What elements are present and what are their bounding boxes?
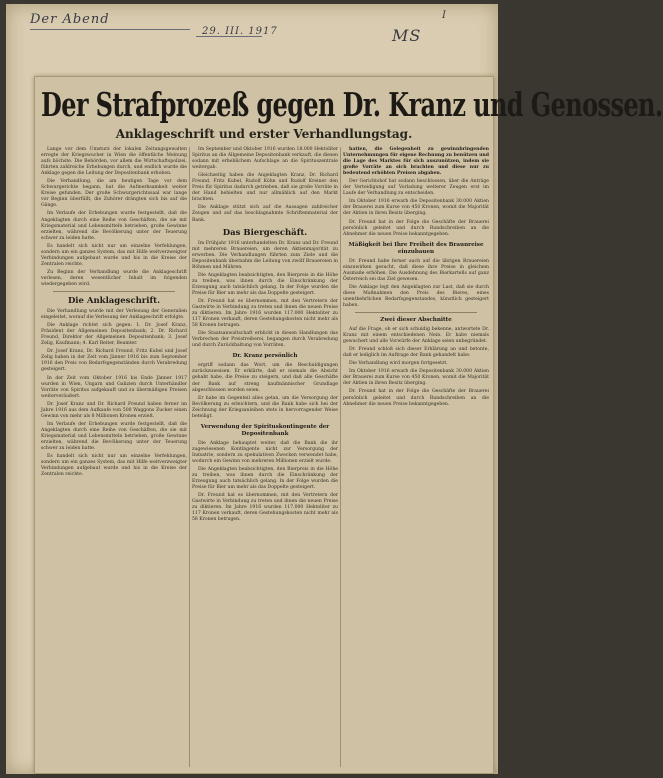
paragraph: Gleichzeitig haben die Angeklagten Kranz, Dr. Richard Freund, Fritz Kubel, Rudolf Köhn und Rudolf Kreiner den Preis für Spiritus dadurch getrieben, daß sie große Vorräte in der Hand behielten und nur allmählich auf den Markt brachten. [192, 173, 338, 203]
paragraph: Die Anklage behauptet weiter, daß die Bank die ihr zugewiesenen Kontingente nicht zur Versorgung der Industrie, sondern zu spekulativen Zwecken verwendet habe, wodurch ein Gewinn von mehreren Millionen erzielt wurde. [192, 440, 338, 464]
paragraph: Zu Beginn der Verhandlung wurde die Anklageschrift verlesen, deren wesentlicher Inhalt im folgenden wiedergegeben wird. [41, 269, 187, 287]
newspaper-clipping [34, 76, 663, 774]
paragraph: Dr. Freund habe ferner auch auf die übrigen Brauereien einzuwirken gesucht, daß diese ihre Preise in gleichem Ausmaße erhöhen. Die Ausdehnung des Bierkartells auf ganz Österreich sei das Ziel gewesen. [343, 258, 489, 282]
paragraph: Im Verlaufe der Erhebungen wurde festgestellt, daß die Angeklagten durch eine Reihe von Geschäften, die sie mit Kriegsmaterial und Lebensmitteln betrieben, große Gewinne erzielten, während die Bevölkerung unter der Teuerung schwer zu leiden hatte. [41, 421, 187, 452]
paragraph: Es handelt sich nicht nur um einzelne Verfehlungen, sondern um ein ganzes System, das mit Hilfe weitverzweigter Verbindungen aufgebaut wurde und bis in die Kreise der Zentralen reichte. [41, 454, 187, 478]
paragraph: Dr. Freund hat in der Folge die Geschäfte der Brauerei persönlich geleitet und durch Rundschreiben an die Abnehmer die neuen Preise bekanntgegeben. [343, 389, 489, 407]
paragraph: Dr. Freund hat es übernommen, mit den Vertretern der Gastwirte in Verbindung zu treten und ihnen die neuen Preise zu diktieren. Im Jahre 1916 wurden 117.000 Hektoliter zu 117 Kronen verkauft, deren Gestehungskosten nicht mehr als 58 Kronen betrugen. [192, 493, 338, 523]
paragraph: Im Frühjahr 1916 unterhandelten Dr. Kranz und Dr. Freund mit mehreren Brauereien, um deren Aktienmajorität zu erwerben. Die Verhandlungen führten zum Ziele und die Depositenbank übernahm die Leitung von zwölf Brauereien in Böhmen und Mähren. [192, 240, 338, 270]
section-heading-anklage: Die Anklageschrift. [67, 296, 161, 307]
paragraph: Die Anklage richtet sich gegen: 1. Dr. Josef Kranz, Präsident der Allgemeinen Depositenbank; 2. Dr. Richard Freund, Direktor der Allgemeinen Depositenbank; 3. Josef Zelig, Kaufmann; 4. Karl Reiter, Beamter. [41, 323, 187, 347]
section-rule [355, 312, 477, 313]
paragraph: Dr. Freund hat in der Folge die Geschäfte der Brauerei persönlich geleitet und durch Rundschreiben an die Abnehmer die neuen Preise bekanntgegeben. [343, 219, 489, 237]
article-column-3 [343, 147, 489, 767]
scrapbook-sheet [6, 4, 663, 774]
paragraph: Dr. Josef Kranz, Dr. Richard Freund, Fritz Kubel und Josef Zelig haben in der Zeit vom Jänner 1916 bis zum September 1916 den Preis von Bedarfsgegenständen durch Verabredung gesteigert. [41, 349, 187, 373]
paragraph: Die Angeklagten beabsichtigten, den Bierpreis in die Höhe zu treiben, was ihnen durch die Einschränkung der Erzeugung auch tatsächlich gelang. In der Folge wurden die Preise für Bier um mehr als das Doppelte gesteigert. [192, 272, 338, 296]
article-headline: Der Strafprozeß gegen Dr. Kranz und Genossen. [41, 85, 663, 125]
section-heading-biergeschaeft: Das Biergeschäft. [222, 227, 308, 238]
column-divider [189, 147, 190, 767]
paragraph: Die Angeklagten beabsichtigten, den Bierpreis in die Höhe zu treiben, was ihnen durch die Einschränkung der Erzeugung auch tatsächlich gelang. In der Folge wurden die Preise für Bier um mehr als das Doppelte gesteigert. [192, 466, 338, 491]
handwritten-initials: MS [392, 26, 422, 45]
section-heading-spiritus: Verwendung der Spirituskontingente der Depositenbank [200, 423, 330, 437]
article-column-1 [41, 147, 187, 767]
paragraph: Im Verlaufe der Erhebungen wurde festgestellt, daß die Angeklagten durch eine Reihe von Geschäften, die sie mit Kriegsmaterial und Lebensmitteln betrieben, große Gewinne erzielten, während die Bevölkerung unter der Teuerung schwer zu leiden hatte. [41, 211, 187, 241]
article-subheadline: Anklageschrift und erster Verhandlungstag. [115, 127, 413, 141]
section-heading-brauereien: Mäßigkeit bei Ihre Freiheit des Braunreise einzubauen [348, 241, 484, 255]
bold-paragraph: hatten, die Gelegenheit zu gewinnbringenden Unternehmungen für eigene Rechnung zu benützen und die Lage des Marktes für sich auszunützen, indem sie große Vorräte an sich brachten und diese nur zu bedeutend erhöhten Preisen abgaben. [343, 147, 489, 177]
section-heading-kranz: Dr. Kranz persönlich [232, 353, 298, 360]
paragraph: Die Verhandlung, die am heutigen Tage vor dem Schwurgerichte begann, hat die Aufmerksamkeit weiter Kreise gefunden. Der große Schwurgerichtssaal war lange vor Beginn überfüllt, die Zuhörer drängten sich bis auf die Gänge. [41, 179, 187, 209]
paragraph: Er habe im Gegenteil alles getan, um die Versorgung der Bevölkerung zu erleichtern, und die Bank habe sich bei der Zeichnung der Kriegsanleihen stets in hervorragender Weise beteiligt. [192, 395, 338, 419]
paragraph: Der Gerichtshof hat sodann beschlossen, über die Anträge der Verteidigung auf Vorladung weiterer Zeugen erst im Laufe der Verhandlung zu entscheiden. [343, 179, 489, 197]
handwritten-source-note: Der Abend [30, 12, 190, 30]
paragraph: Die Verhandlung wurde mit der Verlesung der Generalien eingeleitet, worauf die Verlesung der Anklageschrift erfolgte. [41, 309, 187, 321]
section-rule [53, 291, 175, 292]
column-divider [340, 147, 341, 767]
paragraph: Dr. Freund hat es übernommen, mit den Vertretern der Gastwirte in Verbindung zu treten und ihnen die neuen Preise zu diktieren. Im Jahre 1916 wurden 117.000 Hektoliter zu 117 Kronen verkauft, deren Gestehungskosten nicht mehr als 58 Kronen betrugen. [192, 298, 338, 329]
handwritten-date-note: 29. III. 1917 [202, 26, 278, 37]
paragraph: Im Oktober 1916 erwarb die Depositenbank 30.000 Aktien der Brauerei zum Kurse von 450 Kronen, womit die Majorität der Aktien in ihren Besitz überging. [343, 199, 489, 217]
paragraph: Die Staatsanwaltschaft erblickt in diesen Handlungen das Verbrechen der Preistreiberei, begangen durch Verabredung und durch Zurückhaltung von Vorräten. [192, 331, 338, 349]
paragraph: Die Anklage legt den Angeklagten zur Last, daß sie durch diese Maßnahmen den Preis des Bieres, eines unentbehrlichen Bedarfsgegenstandes, künstlich gesteigert haben. [343, 284, 489, 308]
article-column-2 [192, 147, 338, 767]
paragraph: Im September und Oktober 1916 wurden 18.000 Hektoliter Spiritus an die Allgemeine Depositenbank verkauft, die diesen sodann mit erheblichem Aufschlage an die Spirituszentrale weitergab. [192, 147, 338, 171]
paragraph: Die Verhandlung wird morgen fortgesetzt. [349, 361, 448, 367]
paragraph: Lange vor dem Umsturz der lokalen Zeitungsgewalten erregte der Kriegswucher in Wien die öffentliche Meinung aufs höchste. Die Behörden, vor allem die Wirtschaftspolizei, führten zahlreiche Erhebungen durch, und endlich wurde die Anklage gegen die Leitung der Depositenbank erhoben. [41, 147, 187, 177]
paragraph: Es handelt sich nicht nur um einzelne Verfehlungen, sondern um ein ganzes System, das mit Hilfe weitverzweigter Verbindungen aufgebaut wurde und bis in die Kreise der Zentralen reichte. [41, 243, 187, 267]
paragraph: Auf die Frage, ob er sich schuldig bekenne, antwortete Dr. Kranz mit einem entschiedenen Nein. Er habe niemals gewuchert und alle Vorwürfe der Anklage seien unbegründet. [343, 327, 489, 345]
paragraph: In der Zeit vom Oktober 1916 bis Ende Jänner 1917 wurden in Wien, Ungarn und Galizien durch Unterhändler Vorräte von Spiritus aufgekauft und zu übermäßigen Preisen weiterveräußert. [41, 375, 187, 399]
paragraph: Dr. Josef Kranz und Dr. Richard Freund haben ferner im Jahre 1916 aus dem Aufkaufe von 500 Waggons Zucker einen Gewinn von mehr als 8 Millionen Kronen erzielt. [41, 401, 187, 419]
paragraph: Dr. Freund schloß sich dieser Erklärung an und betonte, daß er lediglich im Auftrage der Bank gehandelt habe. [343, 347, 489, 359]
paragraph: Die Anklage stützt sich auf die Aussagen zahlreicher Zeugen und auf das beschlagnahmte Schriftenmaterial der Bank. [192, 205, 338, 223]
section-heading-zwei: Zwei dieser Abschnitte [380, 317, 452, 324]
date-underline [196, 36, 262, 37]
paragraph: Im Oktober 1916 erwarb die Depositenbank 30.000 Aktien der Brauerei zum Kurse von 450 Kronen, womit die Majorität der Aktien in ihren Besitz überging. [343, 369, 489, 387]
paragraph: ergriff sodann das Wort, um die Beschuldigungen zurückzuweisen. Er erklärte, daß er niemals die Absicht gehabt habe, die Preise zu steigern, und daß alle Geschäfte der Bank auf streng kaufmännischer Grundlage abgeschlossen worden seien. [192, 363, 338, 393]
handwritten-page-number: I [442, 10, 447, 21]
